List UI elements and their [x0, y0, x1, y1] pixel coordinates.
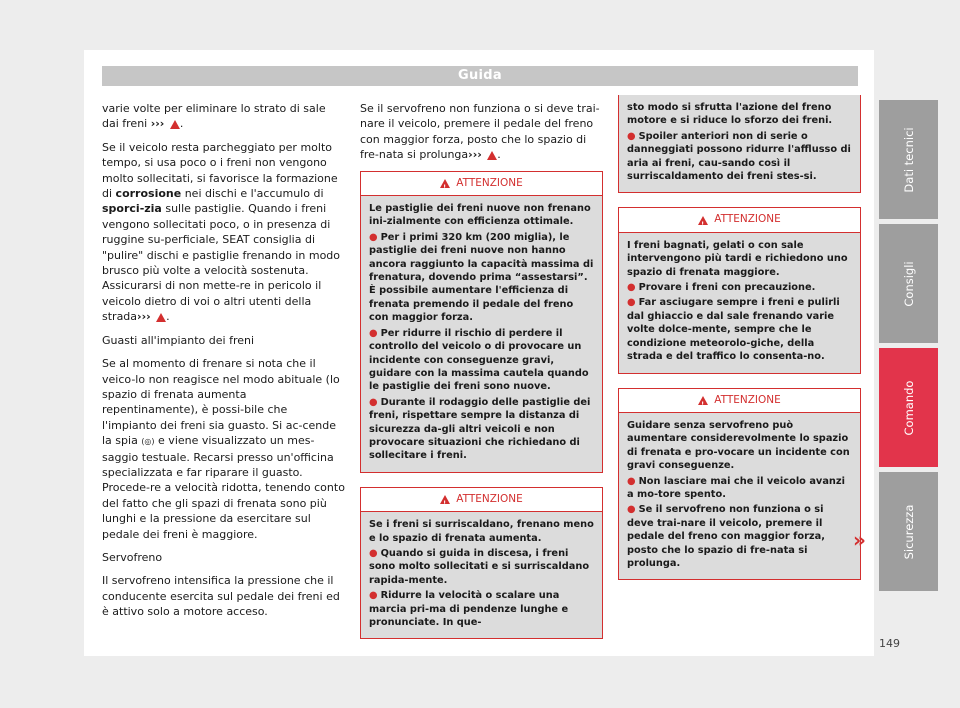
warning-triangle-icon — [156, 313, 166, 322]
bullet-icon: ● — [369, 231, 378, 243]
right-column — [618, 95, 861, 594]
brake-warning-light-icon: (◎) — [141, 437, 155, 447]
warning-bullet: ● Per ridurre il rischio di perdere il controllo del veicolo o di provocare un incidente con conseguenze gravi, guidare con la massima cautela quando le pastiglie dei freni sono nuove. — [369, 327, 589, 393]
warning-triangle-icon — [170, 120, 180, 129]
bullet-icon: ● — [369, 327, 378, 339]
warning-triangle-icon — [698, 216, 708, 225]
warning-title: ATTENZIONE — [456, 176, 523, 189]
warning-bullet: ● Durante il rodaggio delle pastiglie dei freni, rispettare sempre la distanza di sicurezza da-gli altri veicoli e non provocare situazioni che richiedano di sollecitare i freni. — [369, 396, 591, 462]
bullet-icon: ● — [627, 475, 636, 487]
tab-sicurezza[interactable]: Sicurezza — [879, 472, 938, 591]
warning-bullet: ● Provare i freni con precauzione. — [627, 282, 816, 294]
warning-bullet: ● Quando si guida in discesa, i freni sono molto sollecitati e si surriscaldano rapida-mente. — [369, 547, 590, 586]
warning-intro: Le pastiglie dei freni nuove non frenano ini-zialmente con efficienza ottimale. — [369, 203, 591, 228]
warning-box-wet-brakes — [618, 207, 861, 373]
section-tabs — [879, 100, 938, 596]
bullet-icon: ● — [627, 282, 636, 294]
left-column — [102, 101, 345, 628]
left-paragraph-4: Il servofreno intensifica la pressione che il conducente esercita sul pedale dei freni ed è attivo solo a motore acceso. — [102, 574, 340, 619]
warning-title: ATTENZIONE — [456, 492, 523, 505]
warning-bullet: ● Non lasciare mai che il veicolo avanzi a mo-tore spento. — [627, 475, 845, 500]
warning-triangle-icon — [487, 151, 497, 160]
tab-dati-tecnici[interactable]: Dati tecnici — [879, 100, 938, 219]
warning-bullet: ● Spoiler anteriori non di serie o danneggiati possono ridurre l'afflusso di aria ai freni, cau-sando così il surriscaldamento dei freni stes-si. — [627, 130, 851, 183]
left-paragraph-1: varie volte per eliminare lo strato di sale dai freni ››› . — [102, 102, 326, 131]
warning-box-no-servo — [618, 388, 861, 581]
tab-comando[interactable]: Comando — [879, 348, 938, 467]
warning-bullet: ● Far asciugare sempre i freni e pulirli dal ghiaccio e dal sale frenando varie volte dolce-mente, sempre che le condizione meteorolo-giche, della strada e del traffico lo consenta-no. — [627, 297, 840, 363]
heading-servofreno: Servofreno — [102, 550, 163, 564]
bullet-icon: ● — [627, 130, 636, 142]
middle-column — [360, 101, 603, 653]
warning-intro: Se i freni si surriscaldano, frenano meno e lo spazio di frenata aumenta. — [369, 519, 594, 544]
warning-continued-text: sto modo si sfrutta l'azione del freno motore e si riduce lo sforzo dei freni. — [627, 102, 833, 127]
warning-intro: Guidare senza servofreno può aumentare considerevolmente lo spazio di frenata e pro-vocare un incidente con gravi conseguenze. — [627, 419, 850, 472]
left-paragraph-2: Se il veicolo resta parcheggiato per molto tempo, si usa poco o i freni non vengono molto sollecitati, si favorisce la formazione di corrosione nei dischi e l'accumulo di sporci-zia sulle pastiglie. Quando i freni vengono sollecitati poco, o in presenza di ruggine su-perficiale, SEAT consiglia di "pulire" dischi e pastiglie frenando in modo brusco più volte a velocità sostenuta. Assicurarsi di non mette-re in pericolo il veicolo dietro di voi o altri utenti della strada››› . — [102, 140, 341, 324]
bullet-icon: ● — [369, 547, 378, 559]
bullet-icon: ● — [627, 504, 636, 516]
warning-bullet: ● Se il servofreno non funziona o si deve trai-nare il veicolo, premere il pedale del freno con maggior forza, posto che lo spazio di fre-nata si prolunga. — [627, 504, 825, 569]
left-paragraph-3: Se al momento di frenare si nota che il veico-lo non reagisce nel modo abituale (lo spazio di frenata aumenta repentinamente), è possi-bile che l'impianto dei freni sia guasto. Si ac-cende la spia (◎) e viene visualizzato un mes-saggio testuale. Recarsi presso un'officina specializzata e far riparare il guasto. Procede-re a velocità ridotta, tenendo conto del fatto che gli spazi di frenata sono più lunghi e la pressione da esercitare sul pedale dei freni è maggiore. — [102, 357, 345, 541]
warning-title: ATTENZIONE — [714, 393, 781, 406]
ref-arrow: ››› — [468, 148, 482, 162]
warning-box-continued — [618, 95, 861, 193]
heading-brake-failure: Guasti all'impianto dei freni — [102, 333, 255, 347]
ref-arrow: ››› — [150, 117, 165, 131]
bullet-icon: ● — [369, 590, 378, 602]
warning-bullet: ● Per i primi 320 km (200 miglia), le pastiglie dei freni nuove non hanno ancora raggiunto la capacità massima di frenatura, dovendo prima “assestarsi”. È possibile aumentare l'efficienza di frenata premendo il pedale del freno con maggior forza. — [369, 231, 594, 324]
warning-box-overheat — [360, 487, 603, 640]
warning-title: ATTENZIONE — [714, 213, 781, 226]
mid-paragraph-1: Se il servofreno non funziona o si deve trai-nare il veicolo, premere il pedale del freno con maggior forza, posto che lo spazio di fre-nata si prolunga››› . — [360, 102, 600, 162]
tab-consigli[interactable]: Consigli — [879, 224, 938, 343]
page-number: 149 — [879, 637, 900, 650]
warning-triangle-icon — [440, 179, 450, 188]
warning-intro: I freni bagnati, gelati o con sale intervengono più tardi e richiedono uno spazio di frenata maggiore. — [627, 239, 848, 278]
section-header: Guida — [102, 66, 858, 86]
bullet-icon: ● — [369, 396, 378, 408]
warning-triangle-icon — [440, 495, 450, 504]
warning-bullet: ● Ridurre la velocità o scalare una marcia pri-ma di pendenze lunghe e pronunciate. In que- — [369, 590, 569, 628]
continue-arrow-icon: » — [853, 528, 866, 552]
bullet-icon: ● — [627, 297, 636, 309]
ref-arrow: ››› — [137, 310, 151, 324]
warning-box-new-pads — [360, 171, 603, 473]
warning-triangle-icon — [698, 396, 708, 405]
